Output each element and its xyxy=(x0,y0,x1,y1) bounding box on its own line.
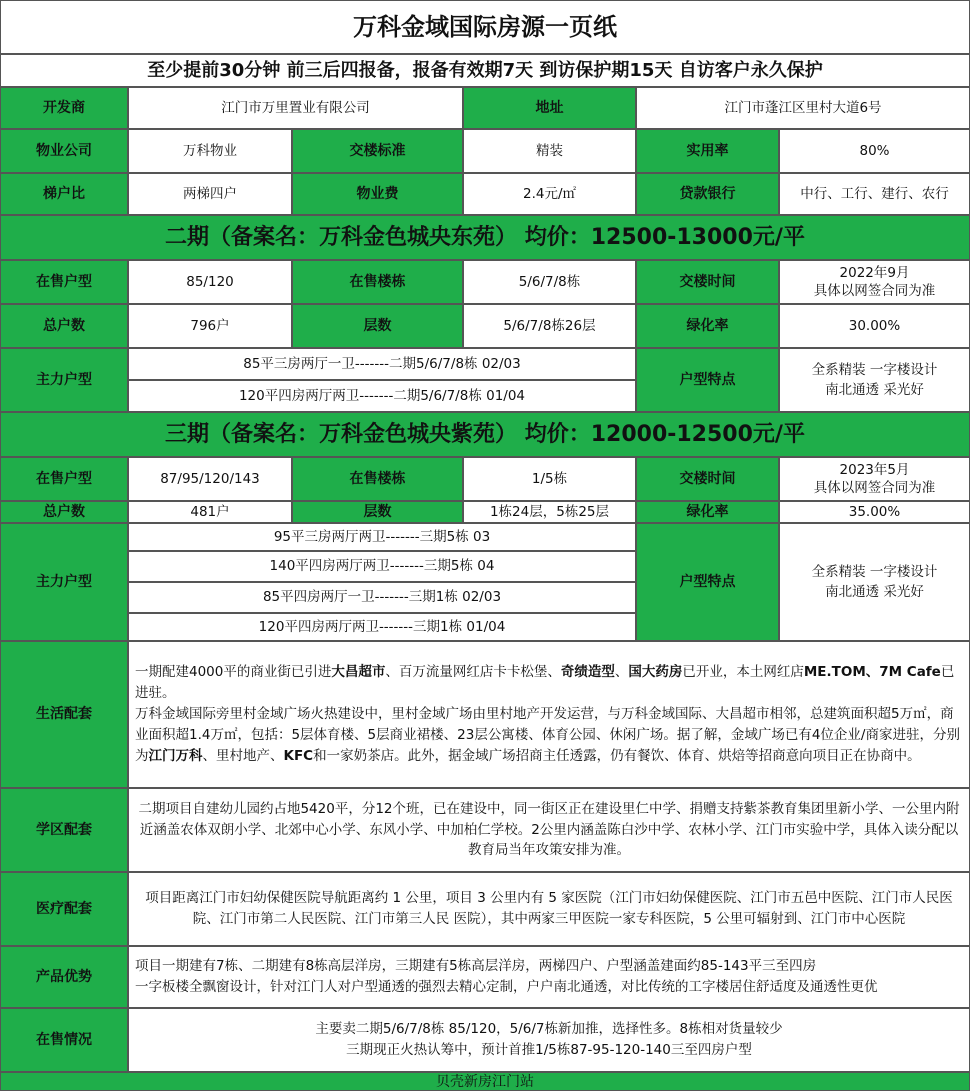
life-highlight: 国大药房 xyxy=(628,664,683,681)
life-highlight: 江门万科 xyxy=(148,747,203,764)
life-text-span: 已进驻。 xyxy=(135,664,955,702)
ratio-value: 两梯四户 xyxy=(128,173,292,215)
page-title: 万科金域国际房源一页纸 xyxy=(0,0,970,54)
bank-label: 贷款银行 xyxy=(636,173,779,215)
phase3-onsale-type-label: 在售户型 xyxy=(0,457,128,501)
phase2-onsale-bldg: 5/6/7/8栋 xyxy=(463,260,636,304)
life-text-span: 、百万流量网红店卡卡松堡、 xyxy=(385,664,561,681)
phase3-main-type-3: 85平四房两厅一卫-------三期1栋 02/03 xyxy=(128,582,636,613)
phase3-features xyxy=(779,523,970,641)
page-subtitle: 至少提前30分钟 前三后四报备，报备有效期7天 到访保护期15天 自访客户永久保护 xyxy=(0,54,970,87)
phase2-header: 二期（备案名：万科金色城央东苑） 均价：12500-13000元/平 xyxy=(0,215,970,260)
phase2-main-type-1: 85平三房两厅一卫-------二期5/6/7/8栋 02/03 xyxy=(128,348,636,380)
phase3-floors: 1栋24层，5栋25层 xyxy=(463,501,636,523)
school-text: 二期项目自建幼儿园约占地5420平，分12个班，已在建设中，同一街区正在建设里仁中学、捐赠支持紫茶教育集团里新小学、一公里内附近涵盖农体双朗小学、北郊中心小学、东风小学、中加柏仁学校。2公里内涵盖陈白沙中学、农林小学、江门市实验中学，具体入读分配以教育局当年攻策安排为准。 xyxy=(128,788,970,872)
phase3-features-label: 户型特点 xyxy=(636,523,779,641)
phase3-onsale-bldg-label: 在售楼栋 xyxy=(292,457,463,501)
phase3-households-label: 总户数 xyxy=(0,501,128,523)
phase3-delivery-time-label: 交楼时间 xyxy=(636,457,779,501)
footer-source: 贝壳新房江门站 xyxy=(0,1072,970,1091)
phase2-delivery-note: 具体以网签合同为准 xyxy=(813,283,936,299)
address-value: 江门市蓬江区里村大道6号 xyxy=(636,87,970,129)
delivery-std-value: 精装 xyxy=(463,129,636,173)
life-text-span: 已开业，本土网红店 xyxy=(682,664,804,681)
phase2-main-type-label: 主力户型 xyxy=(0,348,128,412)
sales-text xyxy=(128,1008,970,1072)
phase2-delivery-date: 2022年9月 xyxy=(839,264,910,281)
life-highlight: ME.TOM、7M Cafe xyxy=(803,664,941,681)
phase3-households: 481户 xyxy=(128,501,292,523)
bank-value: 中行、工行、建行、农行 xyxy=(779,173,970,215)
fee-value: 2.4元/㎡ xyxy=(463,173,636,215)
phase2-features-line1: 全系精装 一字楼设计 xyxy=(811,361,938,378)
phase3-main-type-label: 主力户型 xyxy=(0,523,128,641)
sales-label: 在售情况 xyxy=(0,1008,128,1072)
sales-line-1: 主要卖二期5/6/7/8栋 85/120，5/6/7栋新加推，选择性多。8栋相对货量较少 xyxy=(315,1021,783,1038)
medical-label: 医疗配套 xyxy=(0,872,128,946)
fee-label: 物业费 xyxy=(292,173,463,215)
phase2-features-label: 户型特点 xyxy=(636,348,779,412)
life-paragraph-2 xyxy=(135,704,963,767)
phase2-features-line2: 南北通透 采光好 xyxy=(825,382,924,398)
pm-value: 万科物业 xyxy=(128,129,292,173)
usage-value: 80% xyxy=(779,129,970,173)
phase2-floors: 5/6/7/8栋26层 xyxy=(463,304,636,348)
phase3-onsale-type: 87/95/120/143 xyxy=(128,457,292,501)
advantage-label: 产品优势 xyxy=(0,946,128,1008)
pm-label: 物业公司 xyxy=(0,129,128,173)
phase3-delivery-note: 具体以网签合同为准 xyxy=(813,480,936,496)
phase2-onsale-bldg-label: 在售楼栋 xyxy=(292,260,463,304)
phase2-onsale-type: 85/120 xyxy=(128,260,292,304)
phase3-onsale-bldg: 1/5栋 xyxy=(463,457,636,501)
phase2-households-label: 总户数 xyxy=(0,304,128,348)
delivery-std-label: 交楼标准 xyxy=(292,129,463,173)
phase3-green: 35.00% xyxy=(779,501,970,523)
life-text-span: 一期配建4000平的商业街已引进 xyxy=(135,664,332,681)
developer-label: 开发商 xyxy=(0,87,128,129)
advantage-line-2: 一字板楼全飘窗设计，针对江门人对户型通透的强烈去精心定制，户户南北通透，对比传统的工字楼居住舒适度及通透性更优 xyxy=(135,979,878,995)
life-highlight: 奇绩造型 xyxy=(560,664,615,681)
life-text-span: 和一家奶茶店。此外，据金域广场招商主任透露，仍有餐饮、体育、烘焙等招商意向项目正在协商中。 xyxy=(313,747,921,764)
phase3-main-type-4: 120平四房两厅两卫-------三期1栋 01/04 xyxy=(128,613,636,641)
ratio-label: 梯户比 xyxy=(0,173,128,215)
life-text xyxy=(128,641,970,788)
developer-value: 江门市万里置业有限公司 xyxy=(128,87,463,129)
phase3-main-type-1: 95平三房两厅两卫-------三期5栋 03 xyxy=(128,523,636,551)
phase3-main-type-2: 140平四房两厅两卫-------三期5栋 04 xyxy=(128,551,636,582)
phase2-main-type-2: 120平四房两厅两卫-------二期5/6/7/8栋 01/04 xyxy=(128,380,636,412)
advantage-line-1: 项目一期建有7栋、二期建有8栋高层洋房，三期建有5栋高层洋房，两梯四户、户型涵盖建面约85-143平三至四房 xyxy=(135,958,817,975)
phase2-green-label: 绿化率 xyxy=(636,304,779,348)
advantage-text xyxy=(128,946,970,1008)
phase2-delivery-time xyxy=(779,260,970,304)
phase2-features xyxy=(779,348,970,412)
life-text-span: 、 xyxy=(614,664,629,681)
phase3-green-label: 绿化率 xyxy=(636,501,779,523)
phase3-header: 三期（备案名：万科金色城央紫苑） 均价：12000-12500元/平 xyxy=(0,412,970,457)
school-label: 学区配套 xyxy=(0,788,128,872)
phase3-features-line2: 南北通透 采光好 xyxy=(825,584,924,600)
life-text-span: 、里村地产、 xyxy=(202,747,284,764)
sales-line-2: 三期现正火热认筹中，预计首推1/5栋87-95-120-140三至四房户型 xyxy=(346,1042,752,1058)
phase2-delivery-time-label: 交楼时间 xyxy=(636,260,779,304)
phase3-delivery-date: 2023年5月 xyxy=(839,461,910,478)
life-highlight: 大昌超市 xyxy=(331,664,386,681)
life-text-span: 万科金域国际旁里村金域广场火热建设中，里村金域广场由里村地产开发运营，与万科金域国际、大昌超市相邻，总建筑面积超5万㎡，商业面积超1.4万㎡，包括：5层体育楼、5层商业裙楼、23层公寓楼、体育公园、休闲广场。据了解，金域广场已有4位企业/商家进驻，分别为 xyxy=(135,706,960,764)
medical-text: 项目距离江门市妇幼保健医院导航距离约 1 公里，项目 3 公里内有 5 家医院（江门市妇幼保健医院、江门市五邑中医院、江门市人民医院、江门市第二人民医院、江门市第三人民 医院），其中两家三甲医院一家专科医院，5 公里可辐射到、江门市中心医院 xyxy=(128,872,970,946)
phase2-households: 796户 xyxy=(128,304,292,348)
phase2-onsale-type-label: 在售户型 xyxy=(0,260,128,304)
address-label: 地址 xyxy=(463,87,636,129)
phase3-delivery-time xyxy=(779,457,970,501)
phase3-floors-label: 层数 xyxy=(292,501,463,523)
phase3-features-line1: 全系精装 一字楼设计 xyxy=(811,563,938,580)
phase2-green: 30.00% xyxy=(779,304,970,348)
usage-label: 实用率 xyxy=(636,129,779,173)
life-highlight: KFC xyxy=(283,747,314,764)
life-paragraph-1 xyxy=(135,662,963,704)
life-label: 生活配套 xyxy=(0,641,128,788)
phase2-floors-label: 层数 xyxy=(292,304,463,348)
